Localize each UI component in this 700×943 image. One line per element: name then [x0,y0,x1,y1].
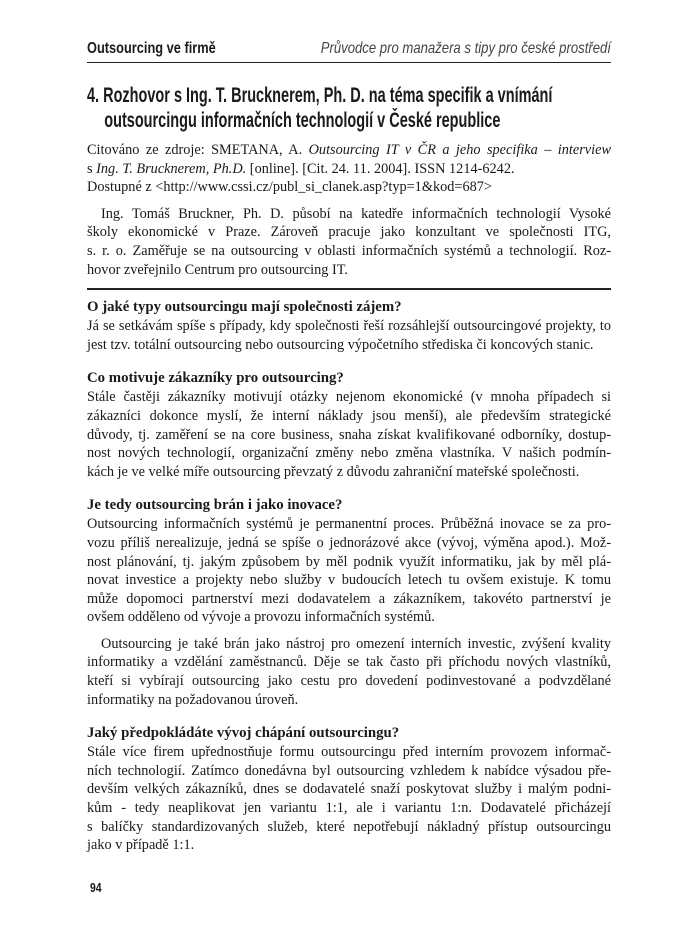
text-line: s balíčky standardizovaných služeb, které nepotřebují nákladný přístup outsourcingu [87,818,611,835]
question-heading: Je tedy outsourcing brán i jako inovace? [87,497,343,514]
text-line: kům - tedy neaplikovat jen variantu 1:1, ale i variantu 1:n. Dodavatelé přicházejí [87,800,611,817]
text-line: hovor zveřejnilo Centrum pro outsourcing IT. [87,261,348,278]
text-line: Stále častěji zákazníky motivují otázky nejenom ekonomické (v mnoha případech si [87,389,611,406]
text-line: informatiky a vzdělání zaměstnanců. Děje se tak často při příchodu nových vlastníků, [87,654,611,671]
qa-section [87,495,611,709]
text-line: může dopomoci partnerství mezi dodavatelem a zákazníkem, takovéto partnerství je [87,590,611,607]
citation-url: Dostupné z <http://www.cssi.cz/publ_si_clanek.asp?typ=1&kod=687> [87,179,492,196]
citation-text: Citováno ze zdroje: SMETANA, A. [87,142,309,158]
book-title: Outsourcing ve firmě [87,40,216,57]
text-line: informatiky na požadovanou úroveň. [87,691,299,708]
book-subtitle: Průvodce pro manažera s tipy pro české prostředí [320,40,611,57]
citation-text: s [87,160,97,177]
text-line: kách je ve velké míře outsourcing převzatý z důvodu zahraniční mateřské společnosti. [87,463,580,480]
text-line: kteří si vybírají outsourcing jako cestu pro dovedení podinvestované a podvzdělané [87,673,611,690]
text-line: ních technologií. Zatímco donedávna byl outsourcing vzhledem k nabídce výsadou pře- [87,762,611,779]
qa-section [87,723,611,855]
text-line: jako v případě 1:1. [87,837,195,854]
text-line: nost nových technologií, organizační změny nebo změna vlastníka. V našich podmín- [87,445,611,462]
text-line: devším velkých zákazníků, dnes se dodavatelé snaží poskytovat služby i malým podni- [87,781,611,798]
text-line: školy ekonomické v Praze. Zároveň pracuje jako konzultant ve společnosti ITG, [87,224,611,241]
article-body [87,141,611,855]
citation-person: Ing. T. Brucknerem, Ph.D. [96,160,247,177]
page-number: 94 [90,880,102,895]
text-line: zákazníci dokonce myslí, že interní náklady jsou menší), ale především strategické [87,407,611,424]
text-line: důvody, tj. zaměření se na core business, snaha získat kvalifikované odborníky, dostup- [87,426,611,443]
text-line: ovšem odděleno od vývoje a provozu informačních systémů. [87,609,435,626]
chapter-title-line: outsourcingu informačních technologií v České republice [104,109,501,132]
text-line: Outsourcing informačních systémů je permanentní proces. Průběžná inovace se za pro- [87,516,611,533]
text-line: vozu příliš nerealizuje, jedná se spíše o jednorázové akce (vývoj, výměna apod.). Mož- [87,534,611,551]
text-line: novat investice a projekty nebo služby v budoucích letech tu ovšem existuje. K tomu [87,572,611,589]
chapter-title [87,83,611,133]
qa-section [87,368,611,481]
text-line: Outsourcing je také brán jako nástroj pro omezení interních investic, zvýšení kvality [101,635,611,652]
text-line: Stále více firem upřednostňuje formu outsourcingu před interním provozem informač- [87,744,611,761]
citation-work-title: Outsourcing IT v ČR a jeho specifika – interview [308,142,611,158]
citation [87,141,611,197]
question-heading: Jaký předpokládáte vývoj chápání outsourcingu? [87,725,400,742]
chapter-title-line: 4. Rozhovor s Ing. T. Brucknerem, Ph. D. na téma specifik a vnímání [87,84,553,107]
section-divider [87,288,611,290]
running-header [87,38,611,63]
intro-paragraph [87,205,611,279]
qa-section [87,297,611,354]
text-line: jest tzv. totální outsourcing nebo outsourcing výpočetního střediska či koncových stanic. [87,336,594,353]
text-line: Ing. Tomáš Bruckner, Ph. D. působí na katedře informačních technologií Vysoké [101,205,611,222]
citation-text: [online]. [Cit. 24. 11. 2004]. ISSN 1214-6242. [246,160,515,177]
text-line: s. r. o. Zaměřuje se na outsourcing v oblasti informačních systémů a technologií. Roz- [87,242,611,259]
text-line: nost plánování, tj. jakým způsobem by měl podnik využít informatiku, jak by měl plá- [87,553,611,570]
text-line: Já se setkávám spíše s případy, kdy společnosti řeší rozsáhlejší outsourcingové projekty, to [87,318,611,335]
question-heading: O jaké typy outsourcingu mají společnosti zájem? [87,299,402,316]
question-heading: Co motivuje zákazníky pro outsourcing? [87,370,344,387]
